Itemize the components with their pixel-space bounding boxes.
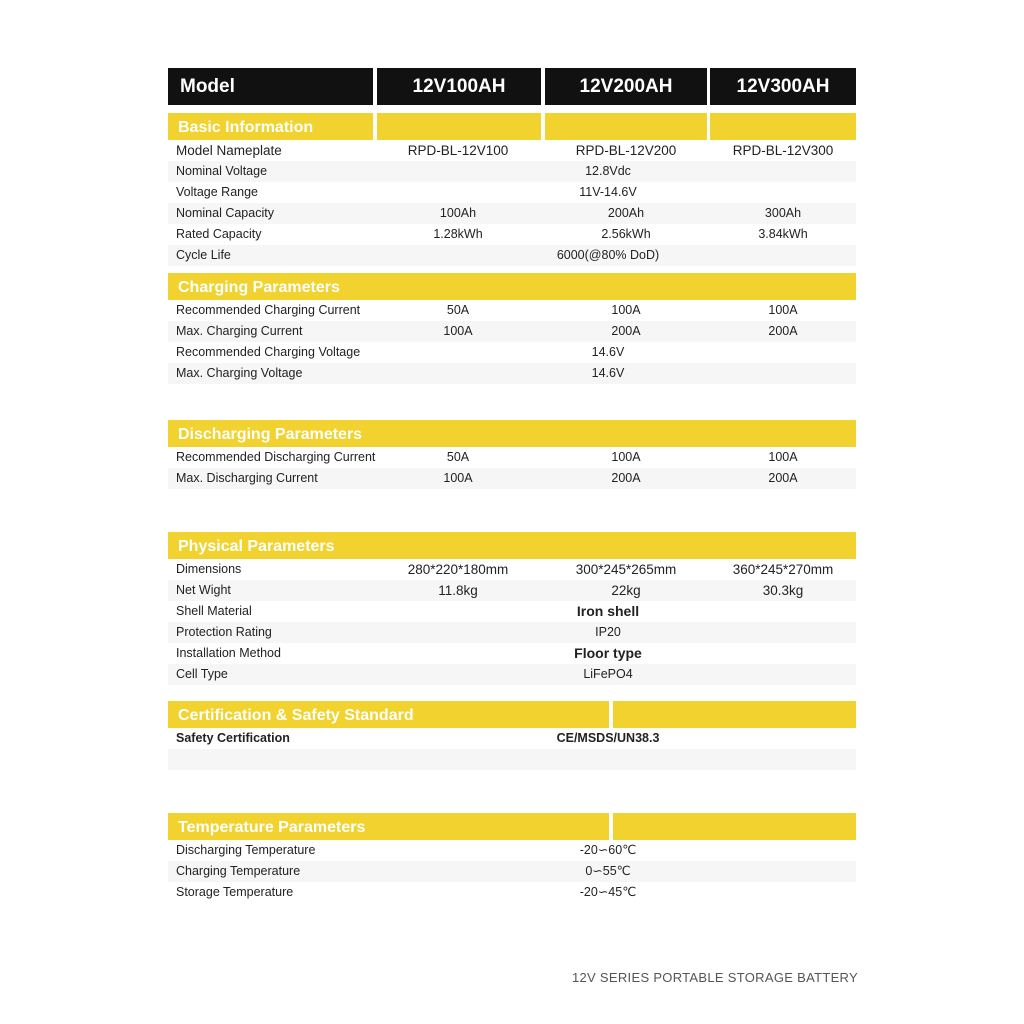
section-temperature-parameters [168,813,856,903]
cell-shared: LiFePO4 [583,667,633,681]
table-row [168,840,856,861]
cell-12v200: RPD-BL-12V200 [575,143,677,158]
cell-12v300: 200A [768,324,798,338]
section-charging-parameters [168,273,856,384]
cell-12v100: 100Ah [439,206,477,220]
section-title: Physical Parameters [178,538,335,555]
table-row [168,559,856,580]
table-row [168,580,856,601]
cell-shared: 6000(@80% DoD) [556,248,660,262]
model-header-12v200ah: 12V200AH [545,68,707,105]
table-row-empty [168,749,856,770]
row-label: Recommended Discharging Current [176,450,376,464]
section-physical-parameters [168,532,856,685]
cell-shared: 12.8Vdc [585,164,631,178]
table-row [168,601,856,622]
table-row [168,643,856,664]
cell-12v200: 100A [611,450,641,464]
cell-12v200: 200A [611,324,641,338]
row-label: Storage Temperature [176,885,294,899]
row-label: Dimensions [176,562,242,576]
footer-caption: 12V SERIES PORTABLE STORAGE BATTERY [571,970,858,985]
row-label: Voltage Range [176,185,259,199]
cell-12v300: 30.3kg [762,583,804,598]
cell-12v200: 22kg [611,583,641,598]
cell-12v300: 100A [768,450,798,464]
row-label: Max. Charging Voltage [176,366,303,380]
section-title: Basic Information [178,119,314,136]
table-row [168,245,856,266]
cell-12v200: 100A [611,303,641,317]
cell-12v300: 200A [768,471,798,485]
cell-12v300: 360*245*270mm [732,562,834,577]
table-row [168,300,856,321]
row-label: Recommended Charging Voltage [176,345,361,359]
cell-12v100: 100A [443,324,473,338]
cell-shared: IP20 [595,625,621,639]
section-certification [168,701,856,770]
row-label: Nominal Capacity [176,206,274,220]
cell-12v300: RPD-BL-12V300 [732,143,834,158]
row-label: Charging Temperature [176,864,301,878]
cell-shared: 0∽55℃ [585,864,631,878]
cell-12v200: 200Ah [607,206,645,220]
section-title-bar [168,532,856,559]
table-row [168,224,856,245]
cell-12v300: 3.84kWh [758,227,808,241]
table-row [168,664,856,685]
cell-shared: 14.6V [591,345,625,359]
row-label: Cell Type [176,667,228,681]
table-row [168,161,856,182]
cell-12v100: 50A [446,450,470,464]
section-title-bar [168,113,856,140]
table-row [168,342,856,363]
cell-12v300: 300Ah [764,206,802,220]
cell-shared: Floor type [574,645,642,661]
table-row [168,728,856,749]
cell-shared: -20∽60℃ [579,843,637,857]
section-title-bar [168,273,856,300]
section-title-bar [168,813,856,840]
section-title-bar [168,420,856,447]
cell-12v100: 1.28kWh [433,227,483,241]
cell-12v200: 300*245*265mm [575,562,677,577]
cell-12v200: 2.56kWh [601,227,651,241]
cell-12v100: 11.8kg [438,583,478,598]
table-row [168,321,856,342]
cell-12v200: 200A [611,471,641,485]
row-label: Rated Capacity [176,227,262,241]
cell-12v300: 100A [768,303,798,317]
table-row [168,861,856,882]
cell-shared: 14.6V [591,366,625,380]
row-label: Protection Rating [176,625,272,639]
cell-12v100: RPD-BL-12V100 [407,143,509,158]
table-row [168,363,856,384]
table-row [168,182,856,203]
row-label: Model Nameplate [176,143,282,158]
row-label: Recommended Charging Current [176,303,361,317]
cell-shared: Iron shell [576,603,640,619]
table-row [168,882,856,903]
row-label: Max. Charging Current [176,324,303,338]
table-row [168,447,856,468]
cell-shared: 11V-14.6V [579,185,637,199]
cell-12v100: 50A [446,303,470,317]
row-label: Installation Method [176,646,281,660]
model-header-12v300ah: 12V300AH [710,68,856,105]
section-title: Discharging Parameters [178,426,363,443]
row-label: Shell Material [176,604,252,618]
row-label: Discharging Temperature [176,843,316,857]
row-label: Cycle Life [176,248,231,262]
row-label: Safety Certification [176,731,290,745]
table-row [168,622,856,643]
section-title: Charging Parameters [178,279,340,296]
model-header-12v100ah: 12V100AH [377,68,541,105]
section-title: Certification & Safety Standard [178,707,414,724]
row-label: Nominal Voltage [176,164,268,178]
section-discharging-parameters [168,420,856,489]
row-label: Net Wight [176,583,231,597]
table-row [168,140,856,161]
cell-12v100: 280*220*180mm [407,562,509,577]
row-label: Max. Discharging Current [176,471,318,485]
cell-shared: CE/MSDS/UN38.3 [556,731,660,745]
model-header-label: Model [168,68,373,105]
section-title: Temperature Parameters [178,819,366,836]
cell-12v100: 100A [443,471,473,485]
table-row [168,468,856,489]
table-row [168,203,856,224]
section-title-bar [168,701,856,728]
section-basic-information [168,113,856,266]
cell-shared: -20∽45℃ [579,885,637,899]
